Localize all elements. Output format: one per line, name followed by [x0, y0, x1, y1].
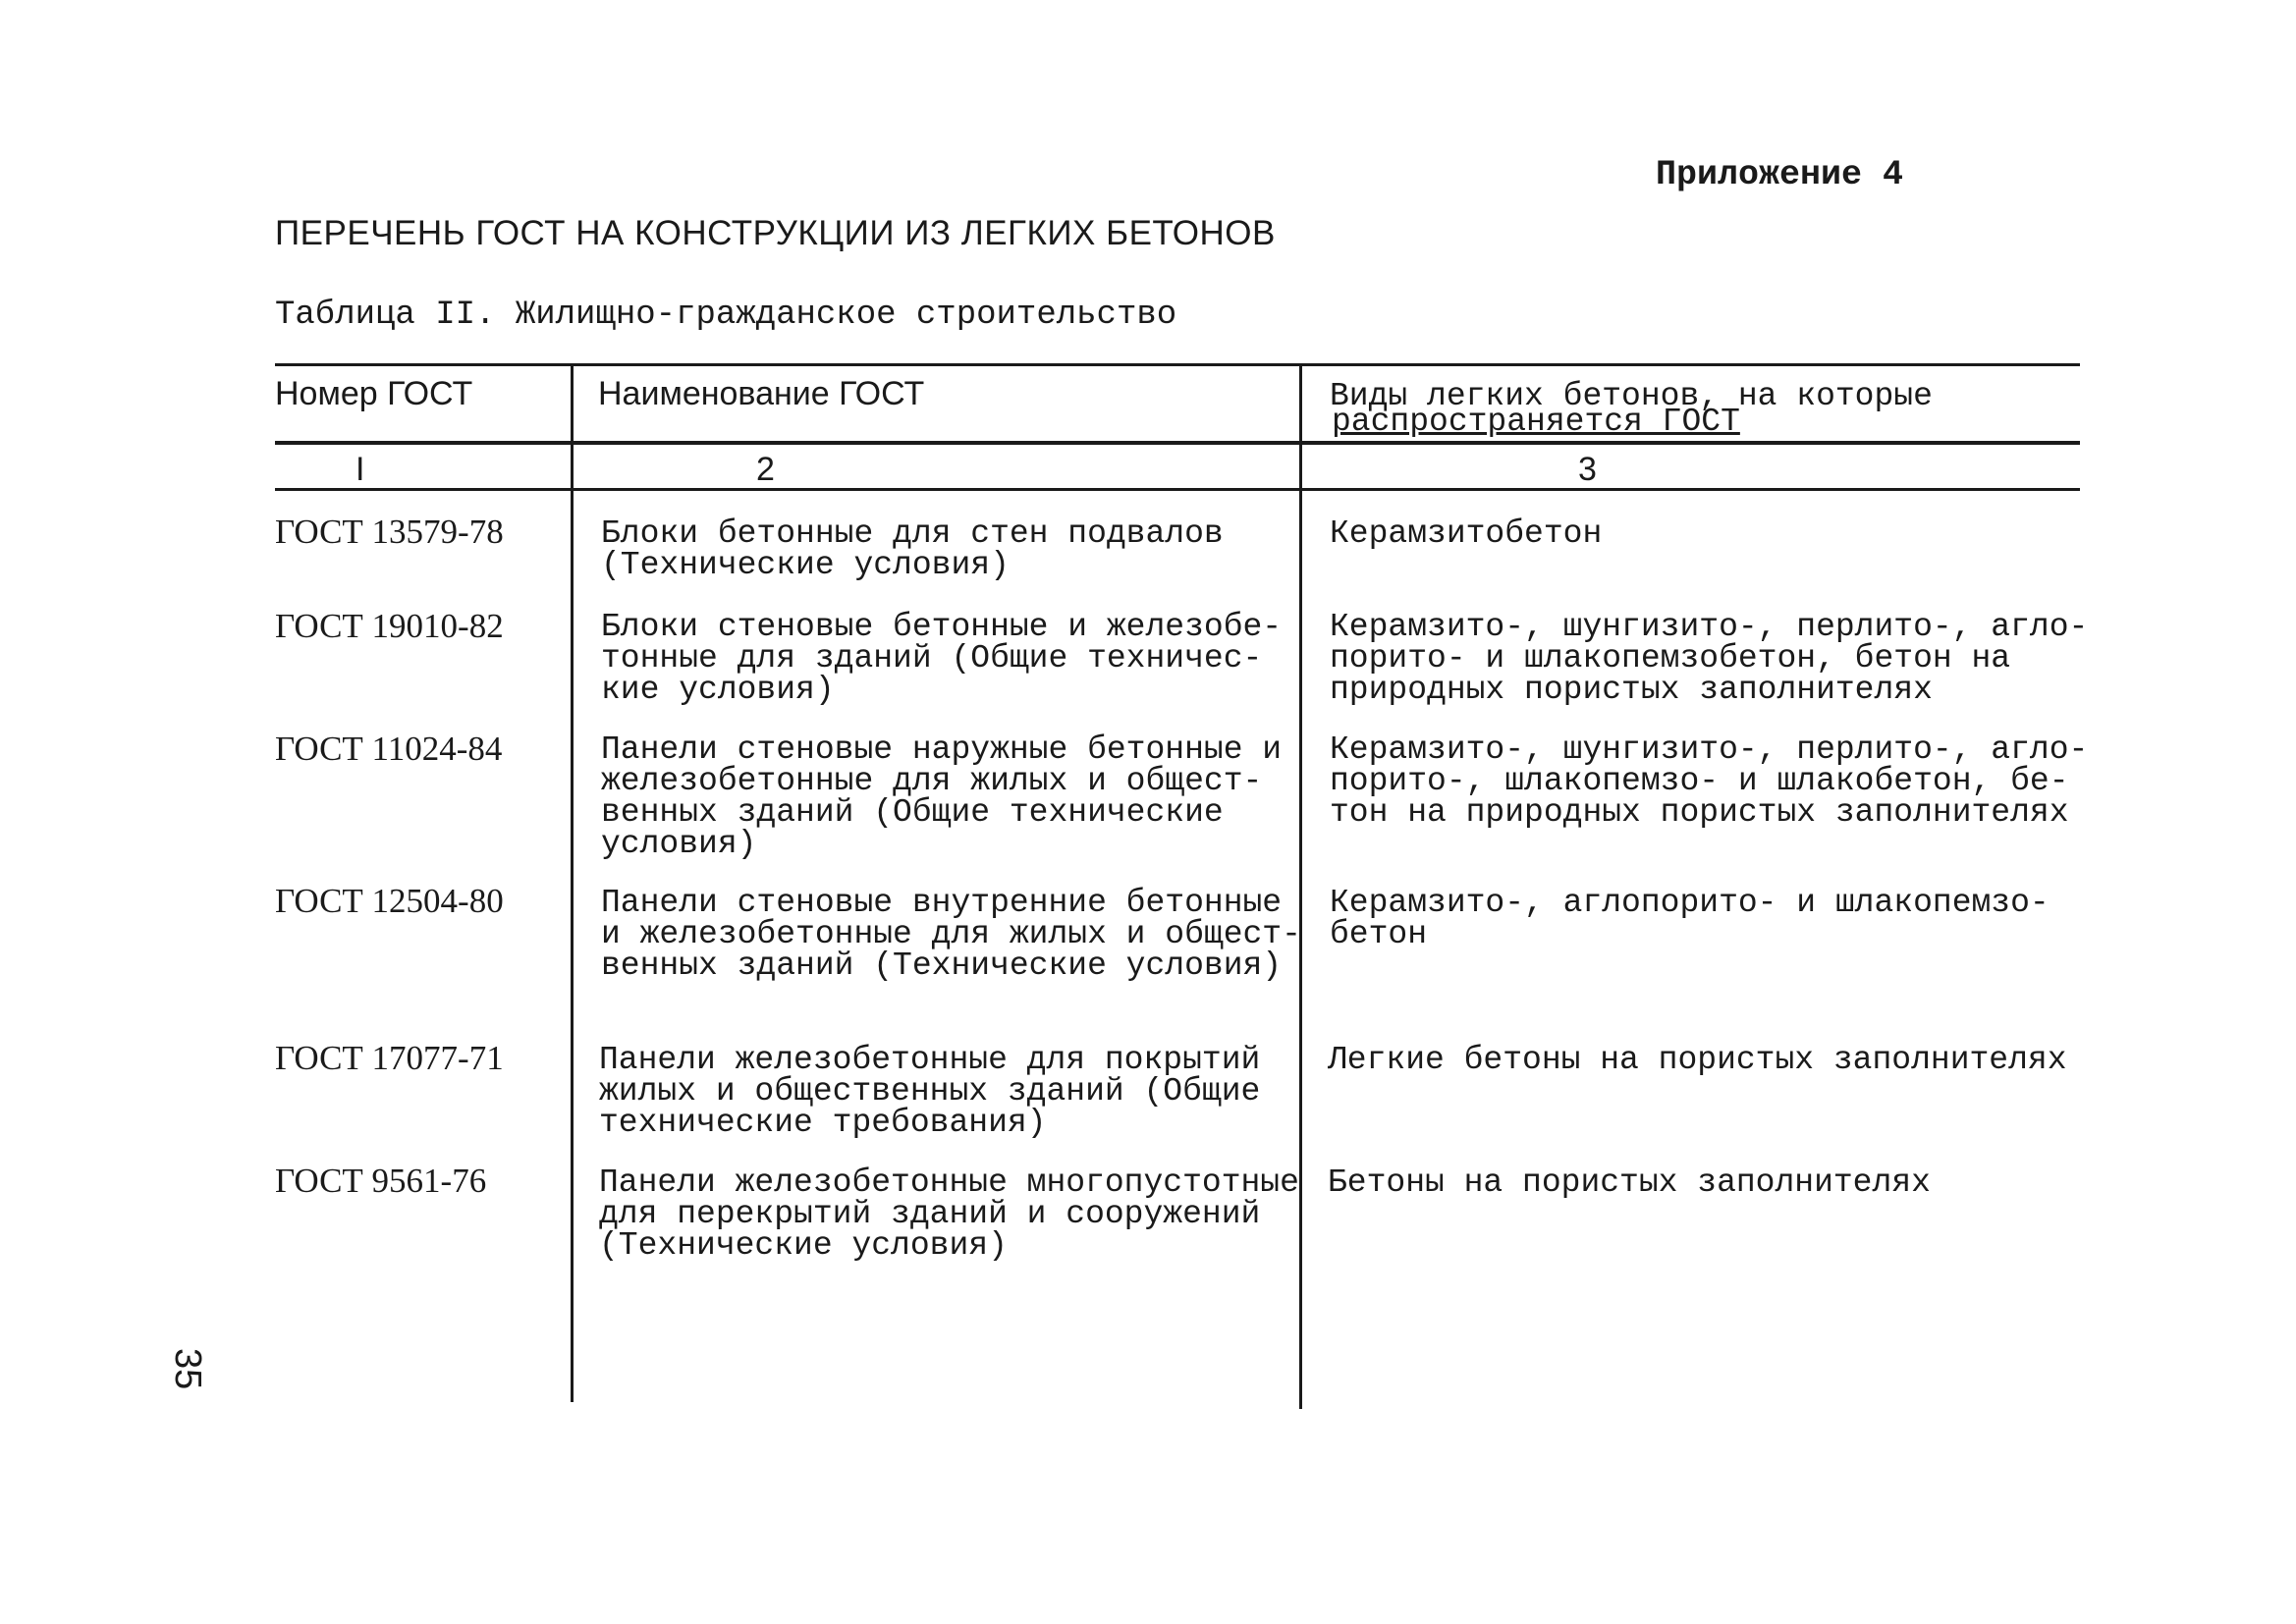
column-number-2: 2	[756, 451, 775, 488]
gost-name-line: Панели стеновые наружные бетонные и	[601, 731, 1283, 768]
concrete-types-line: тон на природных пористых заполнителях	[1330, 794, 2069, 831]
gost-name-line: тонные для зданий (Общие техничес-	[601, 640, 1263, 677]
header-gost-number: Номер ГОСТ	[275, 375, 473, 412]
gost-name-line: (Технические условия)	[599, 1227, 1008, 1264]
gost-number: ГОСТ 12504-80	[275, 882, 504, 920]
concrete-types-line: порито-, шлакопемзо- и шлакобетон, бе-	[1330, 763, 2069, 799]
gost-name-line: венных зданий (Общие технические	[601, 794, 1224, 831]
gost-name-line: Панели стеновые внутренние бетонные	[601, 885, 1283, 921]
column-number-1: I	[355, 451, 365, 488]
gost-name-line: Панели железобетонные многопустотные	[599, 1164, 1299, 1201]
gost-number: ГОСТ 9561-76	[275, 1162, 487, 1200]
gost-name-line: Панели железобетонные для покрытий	[599, 1042, 1261, 1078]
header-bottom-rule	[275, 441, 2080, 445]
gost-name-line: жилых и общественных зданий (Общие	[599, 1073, 1261, 1110]
gost-number: ГОСТ 11024-84	[275, 730, 503, 768]
table-top-rule	[275, 363, 2080, 366]
table-caption: Таблица II. Жилищно-гражданское строительство	[275, 297, 1177, 334]
gost-name-line: железобетонные для жилых и общест-	[601, 763, 1263, 799]
gost-number: ГОСТ 13579-78	[275, 513, 504, 551]
header-gost-name: Наименование ГОСТ	[598, 375, 925, 412]
column-numbers-rule	[275, 488, 2080, 491]
gost-name-line: Блоки бетонные для стен подвалов	[601, 515, 1224, 552]
concrete-types-line: бетон	[1330, 916, 1428, 952]
gost-number: ГОСТ 19010-82	[275, 607, 504, 645]
column-divider-1	[571, 365, 574, 1402]
gost-name-line: (Технические условия)	[601, 547, 1010, 583]
document-title: ПЕРЕЧЕНЬ ГОСТ НА КОНСТРУКЦИИ ИЗ ЛЕГКИХ БЕТОНОВ	[275, 214, 1276, 252]
concrete-types-line: порито- и шлакопемзобетон, бетон на	[1330, 640, 2011, 677]
gost-name-line: условия)	[601, 826, 757, 862]
gost-name-line: технические требования)	[599, 1105, 1047, 1141]
concrete-types-line: Бетоны на пористых заполнителях	[1328, 1164, 1931, 1201]
concrete-types-line: природных пористых заполнителях	[1330, 672, 1933, 708]
header-concrete-types-line: распространяется ГОСТ	[1332, 404, 1740, 440]
gost-name-line: и железобетонные для жилых и общест-	[601, 916, 1301, 952]
appendix-label: Приложение 4	[1656, 155, 1904, 194]
concrete-types-line: Керамзито-, аглопорито- и шлакопемзо-	[1330, 885, 2050, 921]
concrete-types-line: Керамзитобетон	[1330, 515, 1603, 552]
gost-name-line: кие условия)	[601, 672, 835, 708]
gost-name-line: венных зданий (Технические условия)	[601, 947, 1283, 984]
concrete-types-line: Керамзито-, шунгизито-, перлито-, агло-	[1330, 609, 2089, 645]
gost-name-line: Блоки стеновые бетонные и железобе-	[601, 609, 1283, 645]
header-concrete-types-line: Виды легких бетонов, на которые	[1330, 378, 1933, 414]
concrete-types-line: Керамзито-, шунгизито-, перлито-, агло-	[1330, 731, 2089, 768]
column-number-3: 3	[1578, 451, 1597, 488]
column-divider-2	[1299, 365, 1302, 1409]
page-number: 35	[167, 1348, 208, 1390]
gost-name-line: для перекрытий зданий и сооружений	[599, 1196, 1261, 1232]
concrete-types-line: Легкие бетоны на пористых заполнителях	[1328, 1042, 2067, 1078]
gost-number: ГОСТ 17077-71	[275, 1039, 504, 1077]
